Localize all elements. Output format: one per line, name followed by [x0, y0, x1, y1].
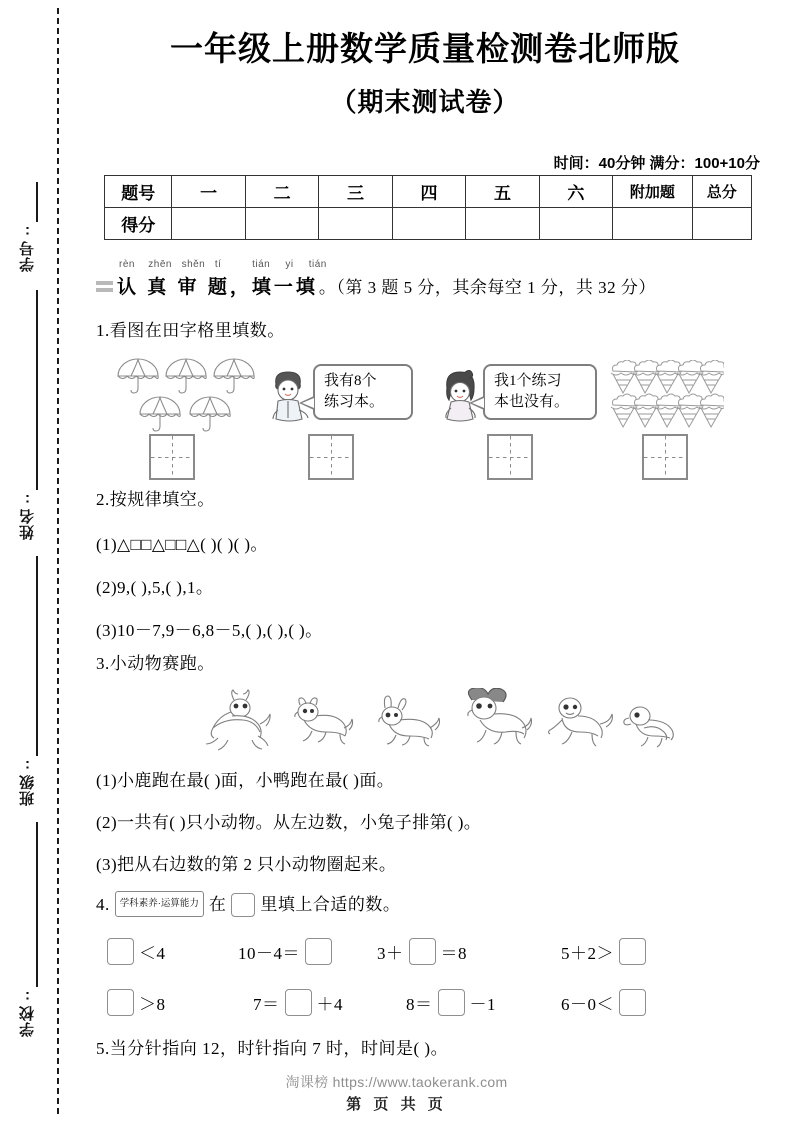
score-cell-2[interactable]: [245, 208, 318, 240]
q4-answer-box-6[interactable]: [285, 989, 312, 1016]
q4-answer-box-1[interactable]: [107, 938, 134, 965]
table-header-extra: 附加题: [613, 176, 692, 208]
question-4-competency-badge: 学科素养·运算能力: [115, 891, 204, 917]
q4-row1-item1-op: ＜4: [139, 944, 166, 963]
exam-meta: 时间：40分钟 满分：100+10分: [553, 155, 760, 172]
pinyin-6: yi: [285, 259, 294, 270]
question-2-stem: 2.按规律填空。: [96, 490, 215, 509]
question-4-stem-after: 里填上合适的数。: [260, 895, 401, 914]
question-5-stem[interactable]: 5.当分针指向 12，时针指向 7 时，时间是( )。: [96, 1039, 449, 1058]
score-cell-5[interactable]: [466, 208, 539, 240]
animal-race-illustration: [200, 688, 680, 760]
q4-answer-box-3[interactable]: [409, 938, 436, 965]
monkey-icon: [549, 698, 613, 746]
question-3-item-3[interactable]: (3)把从右边数的第 2 只小动物圈起来。: [96, 855, 397, 874]
page-title-block: [70, 26, 780, 124]
pinyin-1: rèn: [119, 259, 135, 270]
score-table: [104, 175, 752, 240]
bubble-girl-line-1: 我1个练习: [494, 373, 562, 389]
q4-row1-item2-text: 10－4＝: [238, 944, 300, 963]
table-header-5: 五: [466, 176, 539, 208]
watermark: 淘课榜 https://www.taokerank.com: [285, 1074, 508, 1090]
table-header-3: 三: [319, 176, 392, 208]
table-header-6: 六: [539, 176, 612, 208]
score-cell-3[interactable]: [319, 208, 392, 240]
table-row-header: [105, 176, 752, 208]
q4-row1-item3: [377, 938, 467, 965]
duck-icon: [624, 707, 673, 747]
margin-rule: [36, 290, 38, 490]
table-header-1: 一: [172, 176, 245, 208]
margin-label-class: 班级:: [19, 756, 36, 806]
margin-label-student-id: 学号:: [19, 222, 36, 272]
table-header-4: 四: [392, 176, 465, 208]
q4-answer-box-8[interactable]: [619, 989, 646, 1016]
bubble-tail-icon: [469, 396, 484, 410]
umbrella-illustration: [112, 356, 262, 434]
section-heading: [96, 272, 656, 299]
margin-label-school: 学校:: [19, 987, 36, 1037]
q4-answer-box-2[interactable]: [305, 938, 332, 965]
margin-rule: [36, 182, 38, 222]
page-title: 一年级上册数学质量检测卷北师版: [170, 30, 680, 67]
pinyin-3: shěn: [181, 259, 206, 270]
question-4-stem: [96, 892, 400, 918]
section-pinyin: [119, 259, 327, 270]
page-footer: 第 页 共 页: [346, 1096, 447, 1113]
table-row-scores: [105, 208, 752, 240]
pinyin-7: tián: [308, 259, 327, 270]
question-4-stem-before: 在: [208, 895, 227, 914]
q4-answer-box-5[interactable]: [107, 989, 134, 1016]
q4-row2-item1-op: ＞8: [139, 995, 166, 1014]
q4-row1-item3-pre: 3＋: [377, 944, 404, 963]
question-2-item-3[interactable]: (3)10－7,9－6,8－5,( ),( ),( )。: [96, 621, 323, 640]
question-4-inline-box[interactable]: [231, 893, 255, 917]
rabbit-icon: [379, 696, 440, 746]
question-3-stem: 3.小动物赛跑。: [96, 654, 215, 673]
q4-answer-box-7[interactable]: [438, 989, 465, 1016]
q4-row2-item3-post: －1: [469, 995, 496, 1014]
q1-answer-box-1[interactable]: [149, 434, 195, 480]
question-2-item-1[interactable]: (1)△□□△□□△( )( )( )。: [96, 535, 268, 554]
q4-row1-item2: [238, 938, 332, 965]
question-2-item-2[interactable]: (2)9,( ),5,( ),1。: [96, 578, 214, 597]
q4-row2-item4: [561, 989, 646, 1016]
score-cell-extra[interactable]: [613, 208, 692, 240]
section-title: 认 真 审 题，填一填: [117, 277, 318, 298]
ice-cream-illustration: [608, 360, 724, 432]
table-header-total: 总分: [692, 176, 751, 208]
margin-rule: [36, 556, 38, 756]
question-3-item-1[interactable]: (1)小鹿跑在最( )面，小鸭跑在最( )面。: [96, 771, 395, 790]
score-cell-4[interactable]: [392, 208, 465, 240]
bubble-boy-line-1: 我有8个: [324, 373, 377, 389]
ram-icon: [468, 688, 532, 744]
deer-icon: [206, 690, 270, 750]
pinyin-4: tí: [214, 259, 222, 270]
dashed-cut-line: [57, 8, 59, 1114]
score-cell-1[interactable]: [172, 208, 245, 240]
page-subtitle: （期末测试卷）: [330, 87, 520, 117]
speech-bubble-boy: [313, 364, 413, 420]
question-4-number: 4.: [96, 895, 110, 914]
bubble-girl-line-2: 本也没有。: [494, 394, 570, 410]
q4-row1-item4: [561, 938, 646, 965]
margin-label-name: 姓名:: [19, 490, 36, 540]
q4-row2-item1: [107, 989, 166, 1016]
q4-row1-item1: [107, 938, 166, 965]
section-points: 。（第 3 题 5 分，其余每空 1 分，共 32 分）: [318, 278, 656, 297]
q4-row1-item4-text: 5＋2＞: [561, 944, 614, 963]
q4-row2-item2-post: ＋4: [316, 995, 343, 1014]
q4-row2-item4-text: 6－0＜: [561, 995, 614, 1014]
q1-answer-box-4[interactable]: [642, 434, 688, 480]
bubble-boy-line-2: 练习本。: [324, 394, 385, 410]
question-1-stem: 1.看图在田字格里填数。: [96, 321, 285, 340]
score-cell-6[interactable]: [539, 208, 612, 240]
bubble-tail-icon: [299, 396, 314, 410]
score-cell-total[interactable]: [692, 208, 751, 240]
q4-row2-item2-pre: 7＝: [253, 995, 280, 1014]
table-row-label-score: 得分: [105, 208, 172, 240]
section-number-icon: [96, 280, 113, 293]
table-header-label: 题号: [105, 176, 172, 208]
q4-row2-item2: [253, 989, 343, 1016]
q4-row1-item3-post: ＝8: [440, 944, 467, 963]
margin-rule: [36, 822, 38, 987]
q4-row2-item3: [406, 989, 496, 1016]
q4-row2-item3-pre: 8＝: [406, 995, 433, 1014]
q4-answer-box-4[interactable]: [619, 938, 646, 965]
dog-icon: [295, 698, 353, 744]
q1-answer-box-2[interactable]: [308, 434, 354, 480]
speech-bubble-girl: [483, 364, 597, 420]
question-3-item-2[interactable]: (2)一共有( )只小动物。从左边数，小兔子排第( )。: [96, 813, 482, 832]
pinyin-2: zhēn: [148, 259, 172, 270]
pinyin-5: tián: [252, 259, 271, 270]
q1-answer-box-3[interactable]: [487, 434, 533, 480]
table-header-2: 二: [245, 176, 318, 208]
